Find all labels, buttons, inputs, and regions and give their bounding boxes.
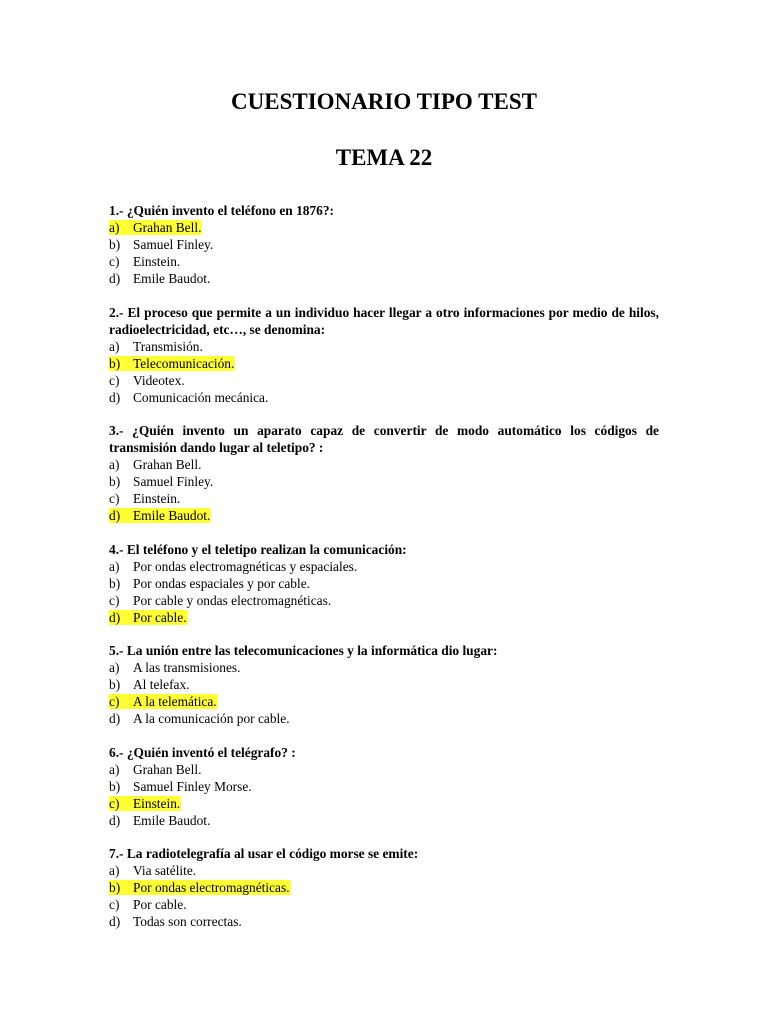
answer-options	[109, 761, 659, 829]
option-letter: c)	[109, 795, 120, 811]
option-letter: b)	[109, 575, 121, 591]
answer-body	[109, 271, 211, 286]
answer-body	[109, 474, 214, 489]
answer-option	[109, 456, 659, 473]
answer-body	[109, 390, 269, 405]
option-text: Por cable.	[133, 897, 187, 912]
option-text: A la telemática.	[133, 694, 217, 709]
answer-option-correct	[109, 609, 659, 626]
question-list	[109, 202, 659, 947]
option-letter: a)	[109, 660, 120, 675]
option-letter: d)	[109, 711, 121, 726]
answer-body	[109, 863, 197, 878]
option-letter: a)	[109, 220, 120, 235]
answer-body	[109, 897, 188, 912]
option-letter: b)	[109, 474, 121, 489]
option-letter: d)	[109, 609, 121, 625]
answer-option	[109, 676, 659, 693]
answer-option	[109, 558, 659, 575]
option-letter: a)	[109, 558, 120, 574]
option-letter: c)	[109, 372, 120, 388]
answer-option	[109, 473, 659, 490]
option-text: Grahan Bell.	[133, 761, 202, 777]
option-text: Emile Baudot.	[133, 271, 211, 286]
answer-option	[109, 372, 659, 389]
answer-highlight	[109, 220, 202, 235]
option-letter: b)	[109, 355, 121, 371]
option-text: Emile Baudot.	[133, 508, 211, 523]
option-letter: a)	[109, 457, 120, 472]
answer-highlight	[109, 508, 211, 523]
answer-option	[109, 338, 659, 355]
option-letter: b)	[109, 677, 121, 692]
answer-body	[109, 254, 181, 269]
answer-option-correct	[109, 219, 659, 236]
document-subtitle: TEMA 22	[335, 145, 433, 170]
option-letter: b)	[109, 237, 121, 252]
answer-options	[109, 338, 659, 406]
option-letter: a)	[109, 761, 120, 777]
question-text: 1.- ¿Quién invento el teléfono en 1876?:	[109, 203, 335, 218]
option-text: A la comunicación por cable.	[133, 711, 290, 726]
answer-options	[109, 862, 659, 930]
option-text: Samuel Finley Morse.	[133, 778, 252, 794]
option-letter: d)	[109, 271, 121, 286]
option-letter: d)	[109, 389, 121, 405]
answer-option-correct	[109, 879, 659, 896]
option-letter: d)	[109, 914, 121, 929]
question-text: 6.- ¿Quién inventó el telégrafo? :	[109, 744, 296, 760]
answer-highlight	[109, 796, 181, 811]
answer-body	[109, 779, 253, 794]
option-text: Grahan Bell.	[133, 457, 202, 472]
answer-option	[109, 389, 659, 406]
option-text: Por ondas espaciales y por cable.	[133, 575, 310, 591]
option-letter: b)	[109, 778, 121, 794]
answer-highlight	[109, 694, 218, 709]
answer-body	[109, 491, 181, 506]
option-text: Por cable y ondas electromagnéticas.	[133, 592, 332, 608]
question-text: 2.- El proceso que permite a un individuo hacer llegar a otro informaciones por medio de hilos, radioelectricidad, etc…, se denomina:	[109, 304, 659, 337]
option-letter: a)	[109, 338, 120, 354]
option-text: Emile Baudot.	[133, 812, 211, 828]
answer-option	[109, 270, 659, 287]
option-letter: b)	[109, 880, 121, 895]
answer-option	[109, 236, 659, 253]
answer-body	[109, 813, 211, 828]
answer-option	[109, 575, 659, 592]
answer-body	[109, 677, 191, 692]
option-text: Comunicación mecánica.	[133, 389, 269, 405]
answer-option	[109, 592, 659, 609]
option-text: Einstein.	[133, 254, 181, 269]
option-text: Telecomunicación.	[133, 355, 235, 371]
question-text: 4.- El teléfono y el teletipo realizan la comunicación:	[109, 541, 407, 557]
option-letter: c)	[109, 254, 120, 269]
answer-options	[109, 558, 659, 626]
answer-option-correct	[109, 693, 659, 710]
option-letter: c)	[109, 694, 120, 709]
answer-option	[109, 761, 659, 778]
option-text: Samuel Finley.	[133, 474, 214, 489]
answer-option	[109, 253, 659, 270]
question-text: 7.- La radiotelegrafía al usar el código morse se emite:	[109, 846, 419, 861]
option-letter: c)	[109, 592, 120, 608]
option-letter: c)	[109, 491, 120, 506]
option-letter: d)	[109, 812, 121, 828]
answer-body	[109, 593, 332, 608]
answer-highlight	[109, 610, 188, 625]
question-1	[109, 202, 659, 287]
option-text: Por cable.	[133, 609, 187, 625]
answer-highlight	[109, 356, 235, 371]
answer-body	[109, 373, 186, 388]
option-text: Samuel Finley.	[133, 237, 214, 252]
answer-option	[109, 896, 659, 913]
question-text: 5.- La unión entre las telecomunicaciones y la informática dio lugar:	[109, 643, 498, 658]
option-letter: a)	[109, 863, 120, 878]
answer-option	[109, 490, 659, 507]
answer-body	[109, 660, 242, 675]
question-7	[109, 845, 659, 930]
document-title: CUESTIONARIO TIPO TEST	[231, 89, 537, 114]
question-6	[109, 744, 659, 829]
option-text: Videotex.	[133, 372, 185, 388]
answer-option	[109, 778, 659, 795]
answer-body	[109, 762, 202, 777]
answer-body	[109, 559, 358, 574]
question-4	[109, 541, 659, 626]
answer-option-correct	[109, 795, 659, 812]
answer-option-correct	[109, 507, 659, 524]
question-5	[109, 642, 659, 727]
answer-options	[109, 659, 659, 727]
answer-body	[109, 914, 243, 929]
answer-body	[109, 457, 202, 472]
option-letter: d)	[109, 508, 121, 523]
answer-options	[109, 219, 659, 287]
option-text: Via satélite.	[133, 863, 197, 878]
answer-option	[109, 812, 659, 829]
option-text: Por ondas electromagnéticas y espaciales.	[133, 558, 358, 574]
answer-option-correct	[109, 355, 659, 372]
question-3	[109, 422, 659, 524]
option-text: A las transmisiones.	[133, 660, 241, 675]
option-text: Einstein.	[133, 491, 181, 506]
answer-body	[109, 711, 291, 726]
option-text: Einstein.	[133, 795, 181, 811]
option-letter: c)	[109, 897, 120, 912]
answer-body	[109, 576, 311, 591]
option-text: Al telefax.	[133, 677, 190, 692]
option-text: Grahan Bell.	[133, 220, 202, 235]
option-text: Todas son correctas.	[133, 914, 242, 929]
answer-highlight	[109, 880, 291, 895]
answer-body	[109, 339, 204, 354]
answer-option	[109, 862, 659, 879]
option-text: Transmisión.	[133, 338, 203, 354]
question-text: 3.- ¿Quién invento un aparato capaz de convertir de modo automático los códigos de transmisión dando lugar al teletipo? :	[109, 423, 659, 455]
option-text: Por ondas electromagnéticas.	[133, 880, 290, 895]
answer-option	[109, 710, 659, 727]
answer-options	[109, 456, 659, 524]
answer-option	[109, 913, 659, 930]
question-2	[109, 304, 659, 406]
answer-body	[109, 237, 214, 252]
answer-option	[109, 659, 659, 676]
